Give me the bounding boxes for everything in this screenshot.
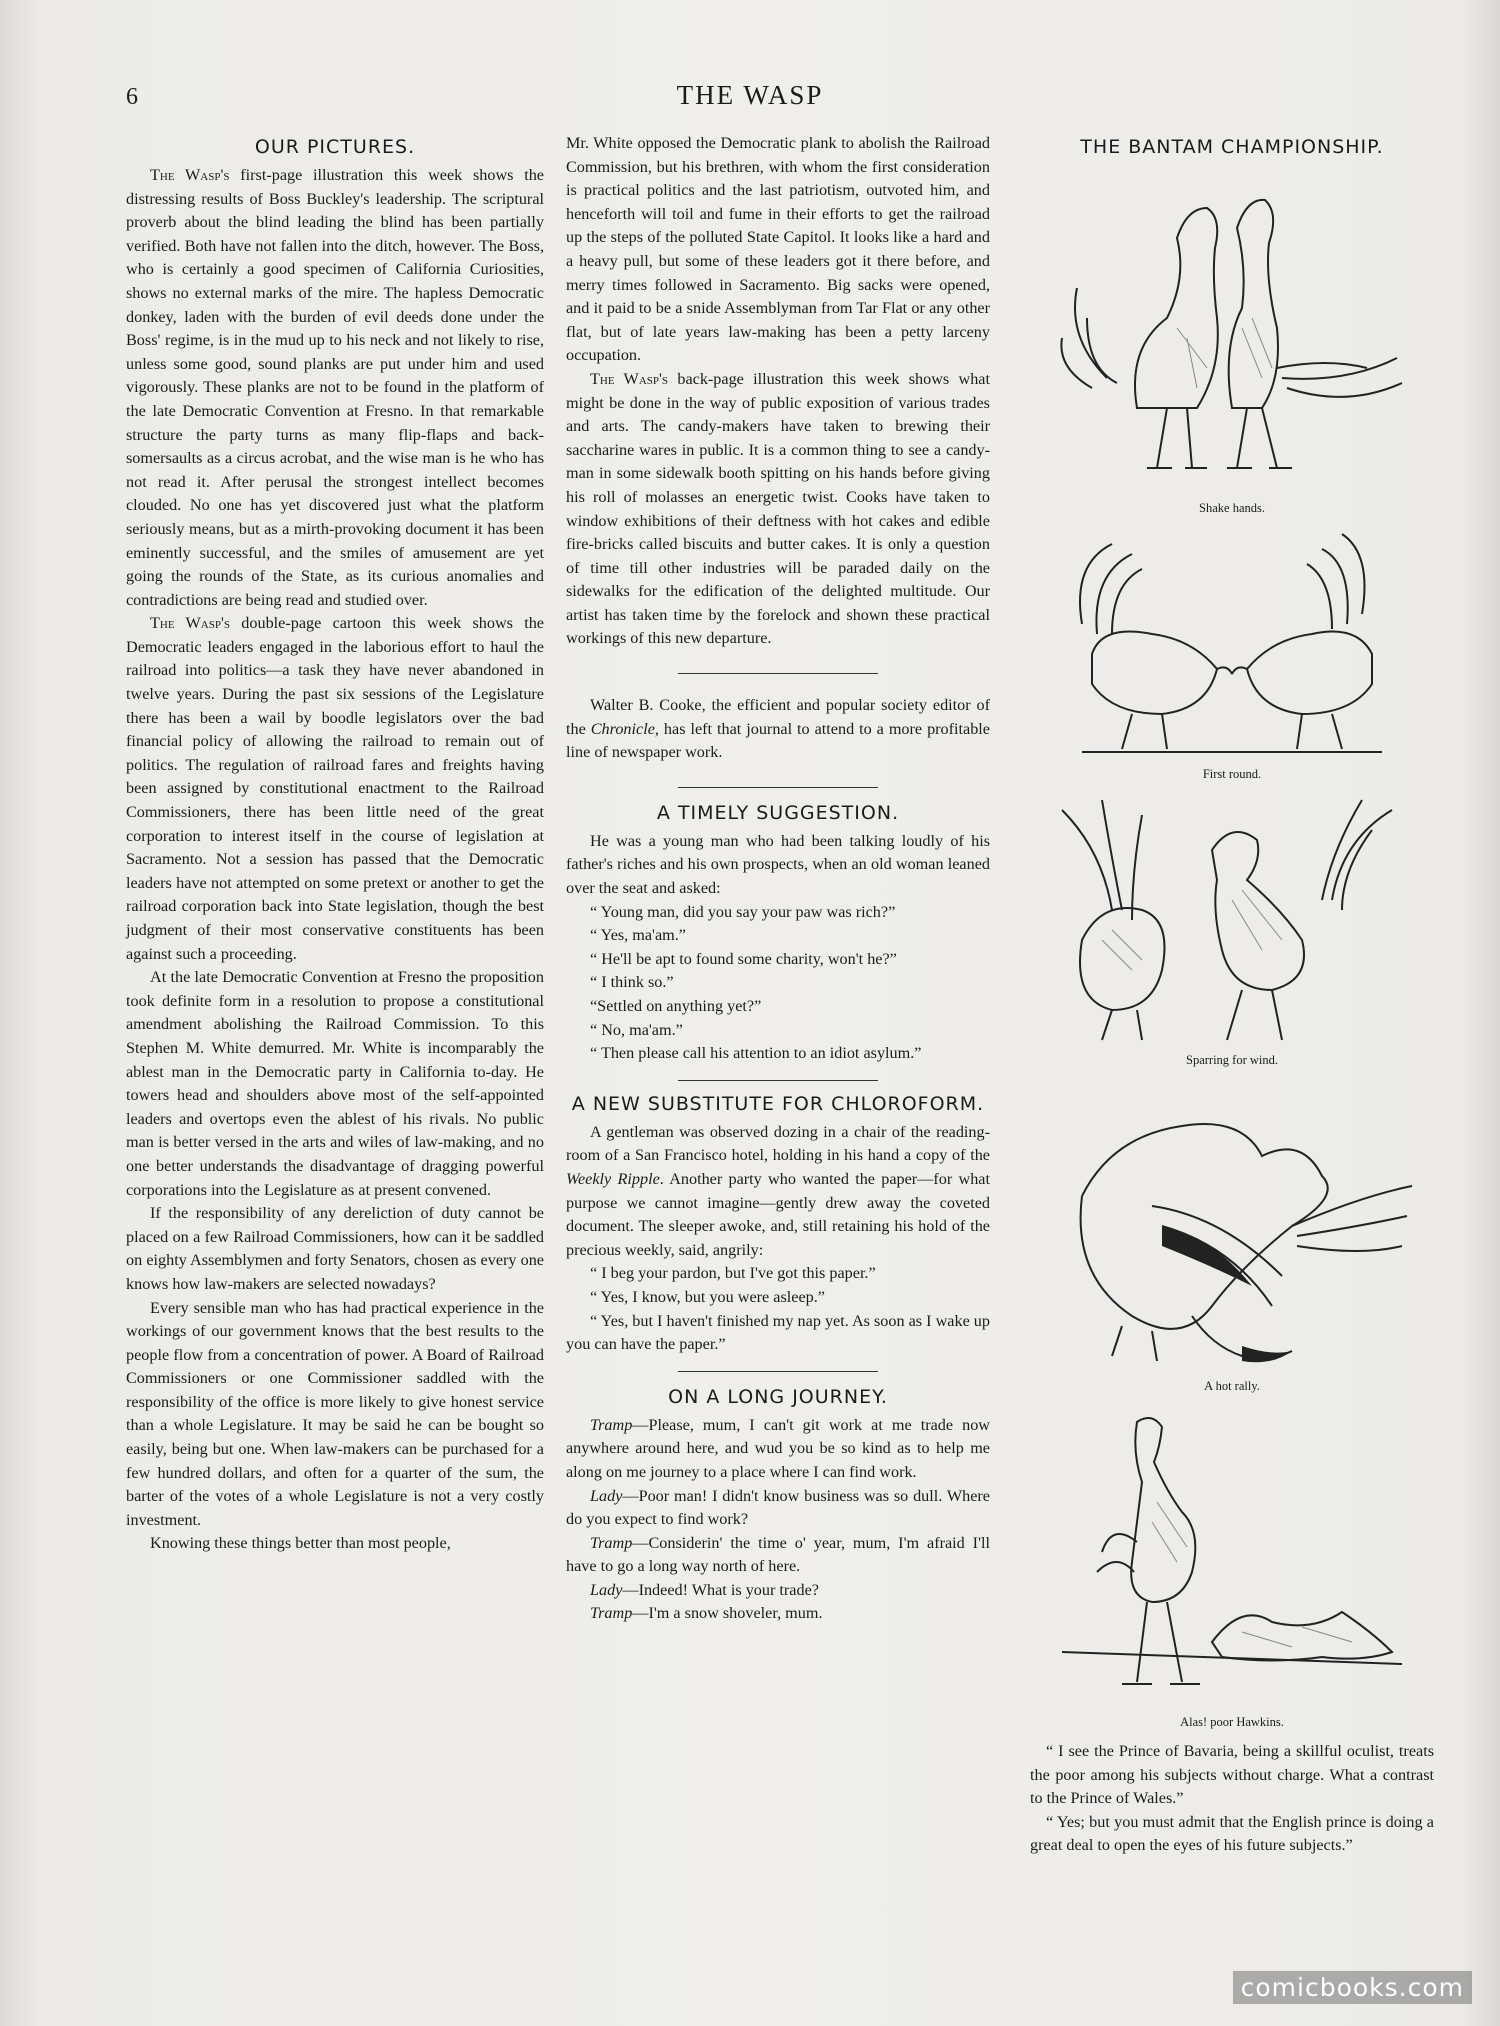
heading-timely-suggestion: A TIMELY SUGGESTION. — [656, 801, 900, 824]
dialog-line: “ Yes, ma'am.” — [590, 926, 686, 945]
heading-long-journey: ON A LONG JOURNEY. — [668, 1385, 888, 1408]
line-text: Considerin' the time o' year, mum, I'm afraid I'll have to go a long way north of here. — [566, 1533, 990, 1576]
paragraph-cooke — [566, 694, 990, 765]
rooster-drawing — [1042, 1076, 1422, 1376]
dialog-block — [566, 1262, 990, 1356]
heading-our-pictures: OUR PICTURES. — [254, 136, 416, 158]
line-text: Please, mum, I can't git work at me trade now anywhere around here, and wud you be so kind as to help me along on me journey to a place where I can find work. — [566, 1415, 990, 1481]
dialog-line: Tramp—I'm a snow shoveler, mum. — [590, 1604, 823, 1623]
dialog-line: Tramp—Considerin' the time o' year, mum, I'm afraid I'll have to go a long way north of here. — [566, 1533, 990, 1576]
speaker: Lady — [590, 1580, 623, 1599]
caption: A hot rally. — [1204, 1379, 1260, 1393]
dialog-line: “ Then please call his attention to an idiot asylum.” — [590, 1044, 922, 1063]
paragraph: If the responsibility of any dereliction of duty cannot be placed on a few Railroad Commissioners, how can it be saddled on eighty Assemblymen and forty Senators, chosen as every one knows how law-makers are selected nowadays? — [126, 1204, 544, 1293]
lead-words: The Wasp's — [590, 369, 669, 388]
caption: Shake hands. — [1199, 501, 1265, 515]
divider-rule — [678, 1371, 878, 1372]
speaker: Lady — [590, 1486, 623, 1505]
text: . Another party who wanted the paper—for what purpose we cannot imagine—gently drew away the coveted document. The sleeper awoke, and, still retaining his hold of the precious weekly, said, angrily: — [566, 1169, 990, 1259]
column-left — [126, 132, 544, 1556]
text: A gentleman was observed dozing in a chair of the reading-room of a San Francisco hotel, holding in his hand a copy of the — [566, 1122, 990, 1165]
heading-bantam-championship: THE BANTAM CHAMPIONSHIP. — [1080, 136, 1384, 158]
illustration-alas-poor-hawkins — [1030, 1402, 1434, 1730]
paragraph: He was a young man who had been talking loudly of his father's riches and his own prospects, when an old woman leaned over the seat and asked: — [566, 831, 990, 898]
paragraph: Knowing these things better than most people, — [150, 1534, 451, 1553]
divider-rule — [678, 673, 878, 674]
journey-dialog — [566, 1414, 990, 1626]
column-middle — [566, 132, 990, 1626]
paragraph: At the late Democratic Convention at Fresno the proposition took definite form in a resolution to propose a constitutional amendment abolishing the Railroad Commission. To this Stephen M. White demurred. Mr. White is incomparably the ablest man in the Democratic party in California to-day. He towers head and shoulders above most of the self-appointed leaders and overtops even the ablest of his rivals. No public man is better versed in the arts and wiles of law-making, and no one better understands the disadvantage of dragging powerful corporations into the Legislature as at present convened. — [126, 968, 544, 1199]
paragraph: Mr. White opposed the Democratic plank to abolish the Railroad Commission, but his brethren, with whom the first consideration is practical politics and the last patriotism, outvoted him, and henceforth will toil and fume in their efforts to get the railroad up the steps of the polluted State Capitol. It looks like a hard and a heavy pull, but some of these leaders got it there before, and merry times followed in Sacramento. Big sacks were opened, and it paid to be a snide Assemblyman from Tar Flat or any other flat, but of late years law-making has been a petty larceny occupation. — [566, 134, 990, 365]
paragraph — [566, 368, 990, 651]
divider-rule — [678, 787, 878, 788]
dialog-line: “ Yes, but I haven't finished my nap yet. As soon as I wake up you can have the paper.” — [566, 1311, 990, 1354]
caption: Sparring for wind. — [1186, 1053, 1278, 1067]
dialog-line: “ I beg your pardon, but I've got this paper.” — [590, 1264, 876, 1283]
illustration-first-round — [1030, 524, 1434, 782]
line-text: Poor man! I didn't know business was so dull. Where do you expect to find work? — [566, 1486, 990, 1529]
column-right — [1030, 132, 1434, 1858]
illustration-hot-rally — [1030, 1076, 1434, 1394]
publication-name: Chronicle — [590, 719, 655, 738]
text: , has left that journal to attend to a more profitable line of newspaper work. — [566, 719, 990, 762]
dialog-line: “ I think so.” — [590, 973, 674, 992]
dialog-line: Lady—Poor man! I didn't know business was so dull. Where do you expect to find work? — [566, 1486, 990, 1529]
rooster-drawing — [1047, 168, 1417, 498]
dialog-line: “Settled on anything yet?” — [590, 997, 762, 1015]
line-text: I'm a snow shoveler, mum. — [648, 1604, 823, 1623]
watermark-logo: comicbooks.com — [1233, 1971, 1472, 2004]
caption: Alas! poor Hawkins. — [1180, 1715, 1284, 1729]
masthead-title: THE WASP — [676, 80, 824, 110]
paragraph-text: double-page cartoon this week shows the Democratic leaders engaged in the laborious effort to haul the railroad into politics—a task they have never abandoned in twelve years. During the past six sessions of the Legislature there has been a wail by boodle legislators over the bad financial policy of allowing the railroad to remain out of politics. The regulation of railroad fares and freights having been assigned by constitutional enactment to the Railroad Commissioners, there has been little need of the great corporation to interest itself in the course of legislation at Sacramento. Not a session has passed that the Democratic leaders have not attempted on some pretext or another to get the railroad corporation back into State legislation, though the best judgment of their most conservative constituents has been against such a proceeding. — [126, 614, 544, 963]
speaker: Tramp — [590, 1533, 633, 1552]
lead-words: The Wasp's — [150, 166, 230, 184]
dialog-line: “ Yes, I know, but you were asleep.” — [590, 1287, 825, 1306]
paragraph-text: back-page illustration this week shows what might be done in the way of public exposition of various trades and arts. The candy-makers have taken to brewing their saccharine wares in public. It is a common thing to see a candy-man in some sidewalk booth spitting on his hands before giving his roll of molasses an energetic twist. Cooks have taken to window exhibitions of their deftness with hot cakes and edible fire-bricks called biscuits and butter cakes. It is only a question of time till other industries will be paraded daily on the sidewalks for the edification of the delighted multitude. Our artist has taken time by the forelock and shown these practical workings of this new departure. — [566, 369, 990, 648]
dialog-line: “ He'll be apt to found some charity, won't he?” — [590, 949, 897, 968]
dialog-line: “ No, ma'am.” — [590, 1020, 683, 1039]
paragraph-text: first-page illustration this week shows the distressing results of Boss Buckley's leadership. The scriptural proverb about the blind leading the blind has been partially verified. Both have not fallen into the ditch, however. The Boss, who is certainly a good specimen of California Curiosities, shows no external marks of the mire. The hapless Democratic donkey, laden with the burden of evil deeds done under the Boss' regime, is in the mud up to his neck and not likely to rise, unless some good, sound planks are put under him and used vigorously. These planks are not to be found in the platform of the late Democratic Convention at Fresno. In that remarkable structure the party turns as many flip-flaps and back-somersaults as a circus acrobat, and the wise man is he who has not read it. After perusal the strongest intellect becomes clouded. No one has yet discovered just what the platform seriously means, but as a mirth-provoking document it has been eminently successful, and the smiles of amusement are yet going the rounds of the State, as its curious anomalies and contradictions are being read and studied over. — [126, 166, 544, 609]
paragraph: “ I see the Prince of Bavaria, being a skillful oculist, treats the poor among his subjects without charge. What a contrast to the Prince of Wales.” — [1030, 1742, 1434, 1808]
dialog-line: “ Young man, did you say your paw was rich?” — [590, 902, 896, 921]
line-text: Indeed! What is your trade? — [638, 1580, 819, 1599]
dialog-line: Tramp—Please, mum, I can't git work at me trade now anywhere around here, and wud you be so kind as to help me along on me journey to a place where I can find work. — [566, 1415, 990, 1481]
speaker: Tramp — [590, 1415, 633, 1434]
text-block — [1030, 1740, 1434, 1858]
paragraph — [126, 612, 544, 966]
paragraph: “ Yes; but you must admit that the English prince is doing a great deal to open the eyes of his future subjects.” — [1030, 1812, 1434, 1855]
caption: First round. — [1202, 767, 1262, 781]
lead-words: The Wasp's — [150, 614, 231, 633]
rooster-drawing — [1042, 1402, 1422, 1712]
dialog-line: Lady—Indeed! What is your trade? — [590, 1580, 819, 1599]
page-number: 6 — [126, 84, 138, 110]
heading-chloroform: A NEW SUBSTITUTE FOR CHLOROFORM. — [571, 1092, 985, 1115]
paragraph — [566, 1121, 990, 1263]
publication-name: Weekly Ripple — [566, 1169, 660, 1188]
rooster-drawing — [1042, 524, 1422, 764]
rooster-drawing — [1042, 790, 1422, 1050]
paragraph — [126, 164, 544, 612]
speaker: Tramp — [590, 1604, 633, 1623]
paragraph: Every sensible man who has had practical experience in the workings of our government knows that the best results to the people flow from a concentration of power. A Board of Railroad Commissioners or one Commissioner saddled with the responsibility of the office is more likely to give honest service than a whole Legislature. It may be said he can be bought so easily, being but one. When law-makers can be purchased for a few hundred dollars, and often for a quarter of the sum, the barter of the votes of a whole Legislature is not a very costly investment. — [126, 1298, 544, 1529]
illustration-shake-hands — [1030, 168, 1434, 516]
divider-rule — [678, 1080, 878, 1081]
illustration-sparring — [1030, 790, 1434, 1068]
dialog-block — [566, 901, 990, 1066]
text: Walter B. Cooke, the efficient and popular society editor of the — [566, 696, 990, 738]
